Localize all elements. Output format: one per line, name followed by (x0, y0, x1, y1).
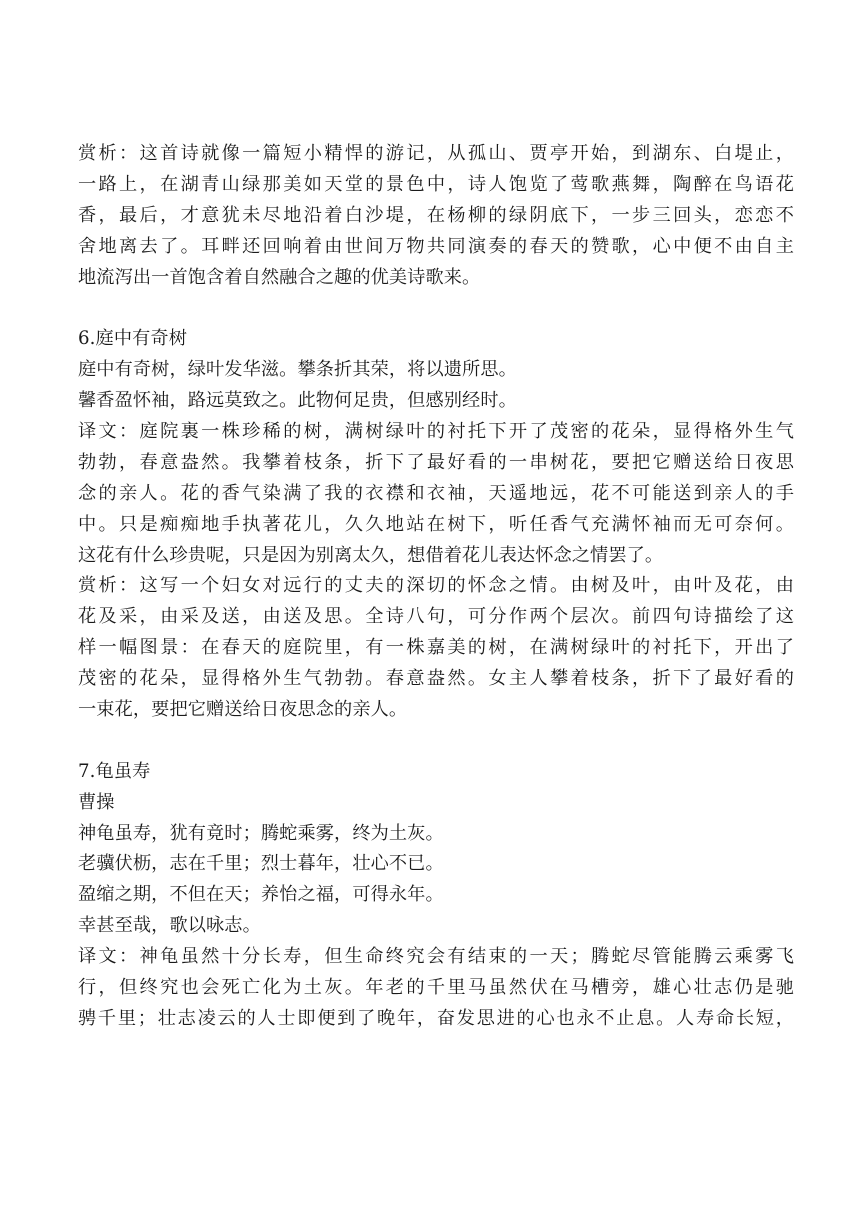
poem-line: 馨香盈怀袖，路远莫致之。此物何足贵，但感别经时。 (78, 390, 517, 412)
translation-line: 中。只是痴痴地手执著花儿，久久地站在树下，听任香气充满怀袖而无可奈何。 (78, 513, 794, 535)
paragraph-gap (78, 726, 794, 757)
paragraph-gap (78, 293, 794, 324)
analysis-line: 一路上，在湖青山绿那美如天堂的景色中，诗人饱览了莺歌燕舞，陶醉在鸟语花 (78, 173, 794, 195)
section5-analysis (78, 139, 794, 293)
translation-line: 行，但终究也会死亡化为土灰。年老的千里马虽然伏在马槽旁，雄心壮志仍是驰 (78, 977, 794, 999)
translation-line: 骋千里；壮志凌云的人士即便到了晚年，奋发思进的心也永不止息。人寿命长短， (78, 1007, 794, 1029)
poem-line: 老骥伏枥，志在千里；烈士暮年，壮心不已。 (78, 853, 444, 875)
translation-line: 念的亲人。花的香气染满了我的衣襟和衣袖，天遥地远，花不可能送到亲人的手 (78, 482, 794, 504)
analysis-line: 样一幅图景：在春天的庭院里，有一株嘉美的树，在满树绿叶的衬托下，开出了 (78, 637, 794, 659)
analysis-line: 香，最后，才意犹未尽地沿着白沙堤，在杨柳的绿阴底下，一步三回头，恋恋不 (78, 204, 794, 226)
poem-line: 盈缩之期，不但在天；养怡之福，可得永年。 (78, 884, 444, 906)
analysis-line: 地流泻出一首饱含着自然融合之趣的优美诗歌来。 (78, 266, 481, 288)
section7 (78, 757, 794, 1035)
poem-line: 庭中有奇树，绿叶发华滋。攀条折其荣，将以遗所思。 (78, 359, 517, 381)
section7-author: 曹操 (78, 791, 115, 813)
translation-line: 译文：神龟虽然十分长寿，但生命终究会有结束的一天；腾蛇尽管能腾云乘雾飞 (78, 946, 794, 968)
translation-line: 译文：庭院裏一株珍稀的树，满树绿叶的衬托下开了茂密的花朵，显得格外生气 (78, 421, 794, 443)
analysis-line: 舍地离去了。耳畔还回响着由世间万物共同演奏的春天的赞歌，心中便不由自主 (78, 235, 794, 257)
poem-line: 神龟虽寿，犹有竟时；腾蛇乘雾，终为土灰。 (78, 822, 444, 844)
poem-line: 幸甚至哉，歌以咏志。 (78, 915, 261, 937)
document-page (78, 139, 794, 1035)
section6-title: 6.庭中有奇树 (78, 328, 187, 350)
analysis-line: 茂密的花朵，显得格外生气勃勃。春意盎然。女主人攀着枝条，折下了最好看的 (78, 668, 794, 690)
translation-line: 勃勃，春意盎然。我攀着枝条，折下了最好看的一串树花，要把它赠送给日夜思 (78, 451, 794, 473)
analysis-line: 一束花，要把它赠送给日夜思念的亲人。 (78, 699, 408, 721)
section6 (78, 324, 794, 726)
analysis-line: 赏析：这写一个妇女对远行的丈夫的深切的怀念之情。由树及叶，由叶及花，由 (78, 575, 794, 597)
translation-line: 这花有什么珍贵呢，只是因为别离太久，想借着花儿表达怀念之情罢了。 (78, 544, 664, 566)
analysis-line: 赏析：这首诗就像一篇短小精悍的游记，从孤山、贾亭开始，到湖东、白堤止， (78, 143, 794, 164)
analysis-line: 花及采，由采及送，由送及思。全诗八句，可分作两个层次。前四句诗描绘了这 (78, 606, 794, 628)
section7-title: 7.龟虽寿 (78, 760, 151, 782)
